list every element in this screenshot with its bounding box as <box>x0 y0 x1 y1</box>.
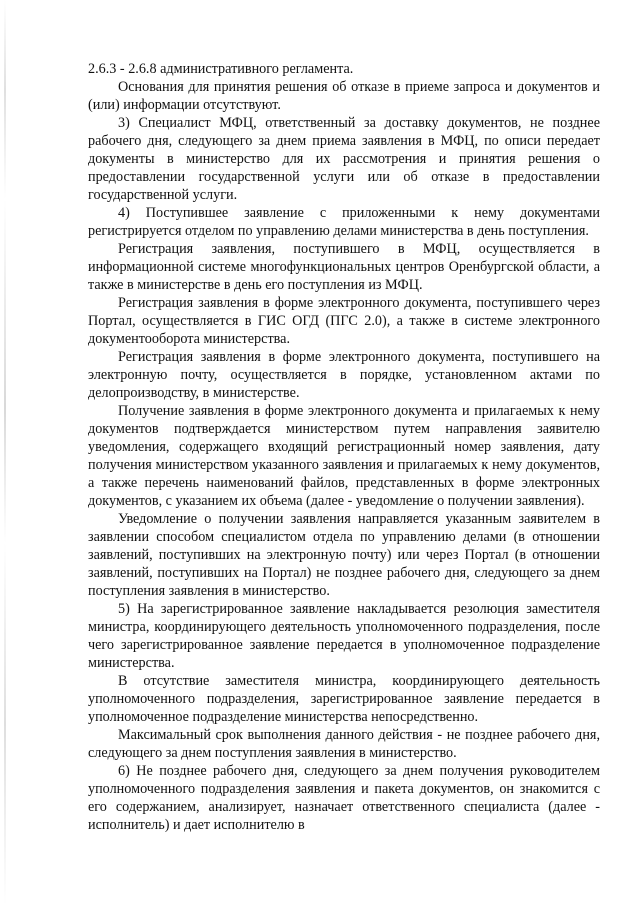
paragraph-notification-sending: Уведомление о получении заявления направляется указанным заявителем в заявлении способом специалистом отдела по управлению делами (в отношении заявлений, поступивших на электронную почту) или через Портал (в отношении заявлений, поступивших на Портал) не позднее рабочего дня, следующего за днем поступления заявления в министерство. <box>88 511 600 599</box>
paragraph-regulation-reference: 2.6.3 - 2.6.8 административного регламента. <box>88 61 354 77</box>
paragraph-item-6-assignment: 6) Не позднее рабочего дня, следующего за днем получения руководителем уполномоченного подразделения заявления и пакета документов, он знакомится с его содержанием, анализирует, назначает ответственного специалиста (далее - исполнитель) и дает исполнителю в <box>88 763 600 833</box>
document-body <box>88 60 600 834</box>
paragraph-max-duration: Максимальный срок выполнения данного действия - не позднее рабочего дня, следующего за днем поступления заявления в министерство. <box>88 727 600 761</box>
paragraph-item-5-resolution: 5) На зарегистрированное заявление накладывается резолюция заместителя министра, координирующего деятельность уполномоченного подразделения, после чего зарегистрированное заявление передается в уполномоченное подразделение министерства. <box>88 601 600 671</box>
paragraph-item-3-mfc-delivery: 3) Специалист МФЦ, ответственный за доставку документов, не позднее рабочего дня, следующего за днем приема заявления в МФЦ, по описи передает документы в министерство для их рассмотрения и принятия решения о предоставлении государственной услуги или об отказе в предоставлении государственной услуги. <box>88 115 600 203</box>
paragraph-portal-registration: Регистрация заявления в форме электронного документа, поступившего через Портал, осуществляется в ГИС ОГД (ПГС 2.0), а также в системе электронного документооборота министерства. <box>88 295 600 347</box>
paragraph-receipt-confirmation: Получение заявления в форме электронного документа и прилагаемых к нему документов подтверждается министерством путем направления заявителю уведомления, содержащего входящий регистрационный номер заявления, дату получения министерством указанного заявления и прилагаемых к нему документов, а также перечень наименований файлов, представленных в форме электронных документов, с указанием их объема (далее - уведомление о получении заявления). <box>88 403 600 509</box>
paragraph-item-4-registration: 4) Поступившее заявление с приложенными к нему документами регистрируется отделом по управлению делами министерства в день поступления. <box>88 205 600 239</box>
paragraph-mfc-registration: Регистрация заявления, поступившего в МФЦ, осуществляется в информационной системе многофункциональных центров Оренбургской области, а также в министерстве в день его поступления из МФЦ. <box>88 241 600 293</box>
scan-edge-artifact <box>4 0 6 905</box>
paragraph-email-registration: Регистрация заявления в форме электронного документа, поступившего на электронную почту, осуществляется в порядке, установленном актами по делопроизводству, в министерстве. <box>88 349 600 401</box>
paragraph-no-refusal-grounds: Основания для принятия решения об отказе в приеме запроса и документов и (или) информации отсутствуют. <box>88 79 600 113</box>
paragraph-deputy-absence: В отсутствие заместителя министра, координирующего деятельность уполномоченного подразделения, зарегистрированное заявление передается в уполномоченное подразделение министерства непосредственно. <box>88 673 600 725</box>
